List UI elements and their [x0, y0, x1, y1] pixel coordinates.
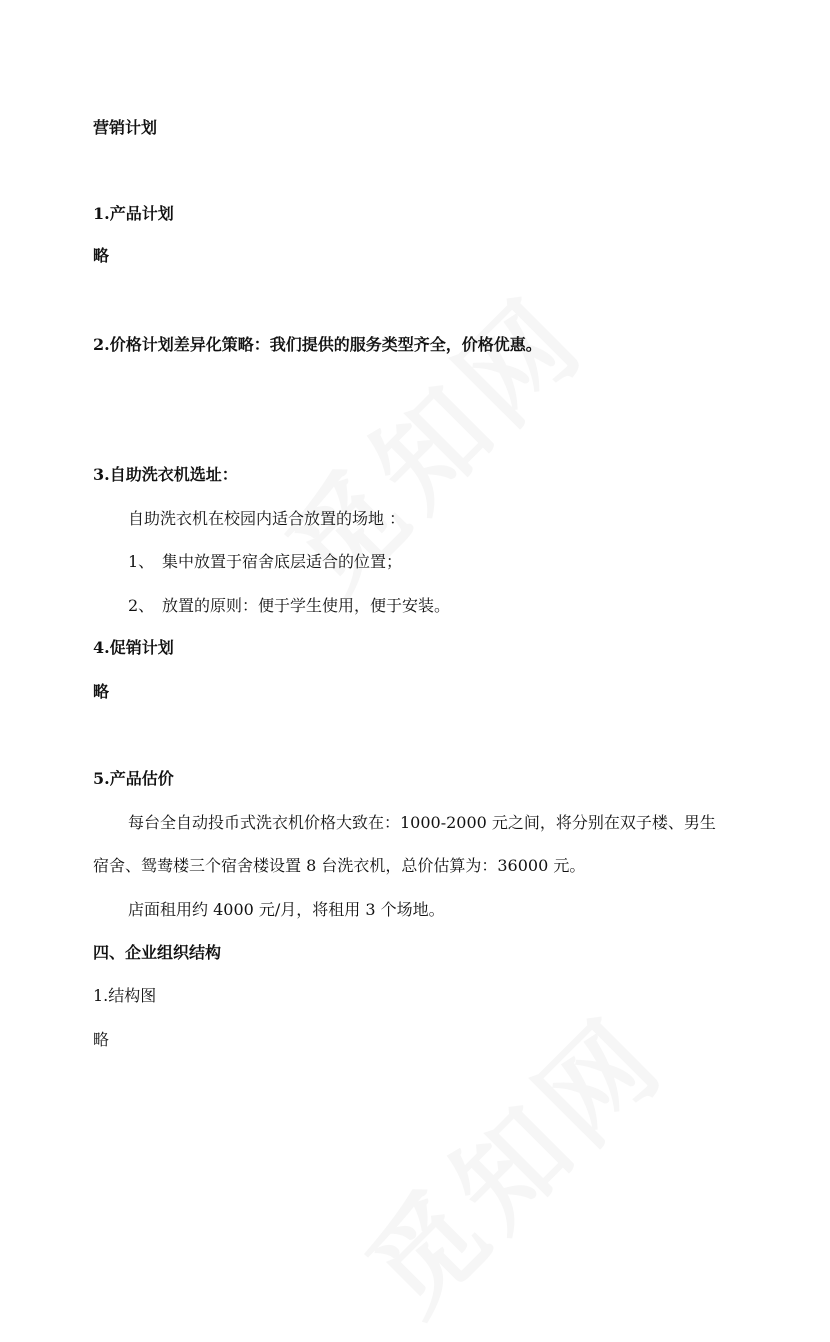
list-item-text: 集中放置于宿舍底层适合的位置； — [162, 552, 403, 571]
section-4-heading: 4.促销计划 — [93, 638, 174, 657]
list-item-text: 放置的原则：便于学生使用，便于安装。 — [162, 596, 451, 615]
list-item-number: 2、 — [128, 596, 155, 615]
section-2-heading: 2.价格计划差异化策略：我们提供的服务类型齐全，价格优惠。 — [93, 335, 542, 354]
section-5-paragraph-2: 店面租用约 4000 元/月，将租用 3 个场地。 — [128, 900, 445, 919]
section-3-intro: 自助洗衣机在校园内适合放置的场地 ： — [128, 509, 406, 528]
section-1-body: 略 — [93, 246, 110, 265]
section-5-heading: 5.产品估价 — [93, 769, 174, 788]
chapter-4-subheading-1: 1.结构图 — [93, 986, 157, 1005]
section-5-paragraph-1-line-1: 每台全自动投币式洗衣机价格大致在：1000-2000 元之间，将分别在双子楼、男生 — [128, 813, 716, 832]
chapter-4-heading: 四、企业组织结构 — [93, 943, 222, 962]
section-4-body: 略 — [93, 682, 110, 701]
list-item-number: 1、 — [128, 552, 155, 571]
section-3-heading: 3.自助洗衣机选址： — [93, 465, 238, 484]
chapter-4-subheading-1-body: 略 — [93, 1030, 110, 1049]
section-1-heading: 1.产品计划 — [93, 204, 174, 223]
page-title: 营销计划 — [93, 118, 158, 137]
section-5-paragraph-1-line-2: 宿舍、鸳鸯楼三个宿舍楼设置 8 台洗衣机，总价估算为：36000 元。 — [93, 856, 586, 875]
watermark — [327, 976, 693, 1342]
